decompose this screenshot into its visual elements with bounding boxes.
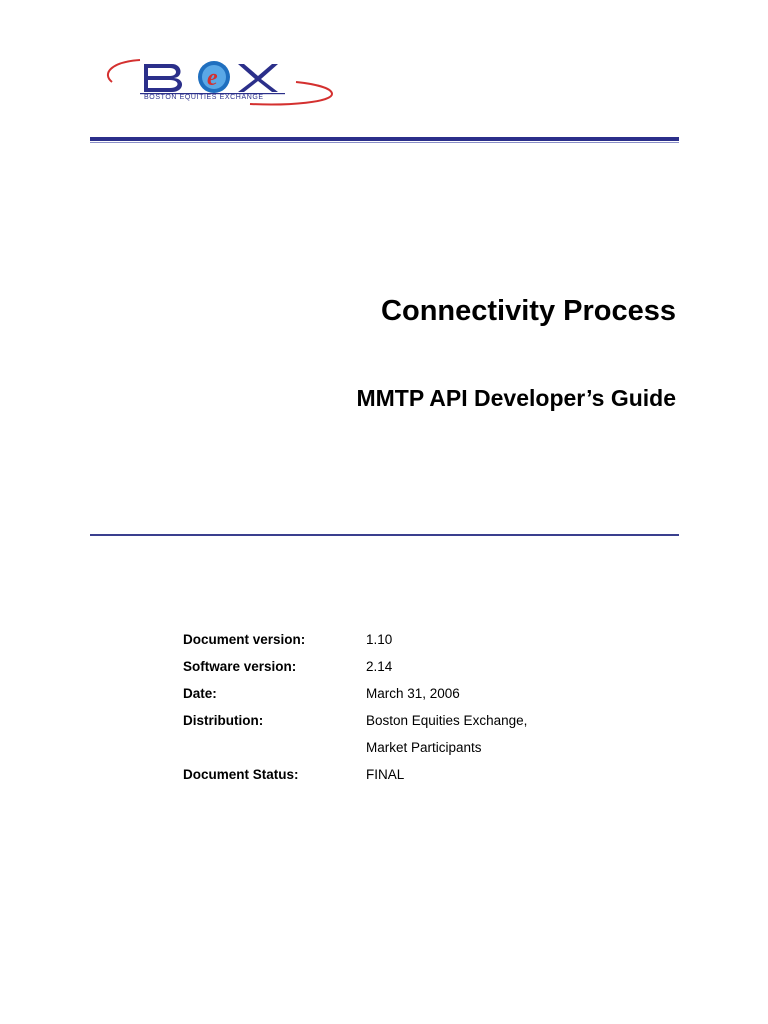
meta-label: Document version: [183, 632, 306, 647]
meta-row-software-version [183, 653, 527, 680]
logo-tagline: BOSTON EQUITIES EXCHANGE [144, 94, 264, 101]
meta-label: Software version: [183, 659, 297, 674]
header-rule-thin [90, 142, 679, 143]
meta-label: Date: [183, 686, 217, 701]
meta-value: 2.14 [366, 659, 393, 674]
meta-label: Document Status: [183, 767, 299, 782]
header-rule [90, 137, 679, 141]
meta-value: Market Participants [366, 740, 482, 755]
meta-row-distribution-continued [183, 734, 527, 761]
section-rule [90, 534, 679, 536]
meta-value: March 31, 2006 [366, 686, 460, 701]
meta-value: 1.10 [366, 632, 393, 647]
meta-label: Distribution: [183, 713, 264, 728]
bex-logo [100, 52, 340, 114]
svg-text:e: e [207, 65, 218, 91]
document-title: Connectivity Process [381, 295, 676, 327]
bex-logo-graphic [100, 52, 340, 114]
document-metadata [183, 626, 527, 788]
document-subtitle: MMTP API Developer’s Guide [356, 385, 676, 411]
meta-value: Boston Equities Exchange, [366, 713, 528, 728]
meta-row-date [183, 680, 527, 707]
meta-row-document-version [183, 626, 527, 653]
meta-value: FINAL [366, 767, 405, 782]
meta-row-distribution [183, 707, 527, 734]
meta-row-document-status [183, 761, 527, 788]
